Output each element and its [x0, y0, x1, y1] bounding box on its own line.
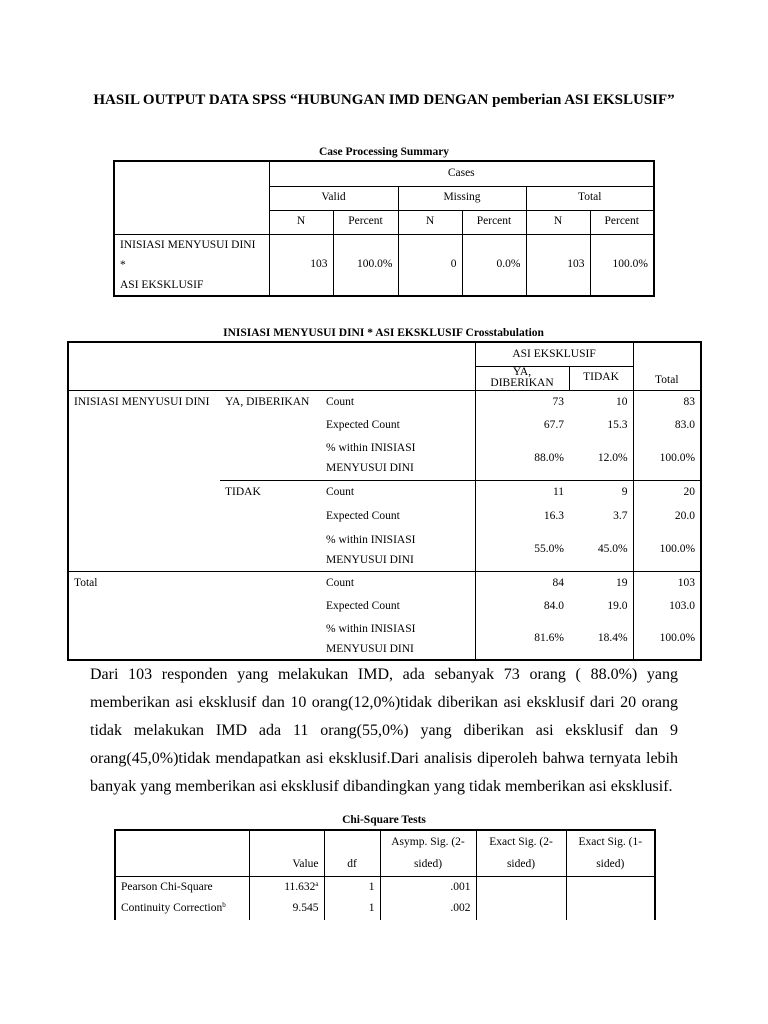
- header-asymp-sig: Asymp. Sig. (2- sided): [380, 830, 476, 876]
- test-label: Pearson Chi-Square: [115, 876, 249, 898]
- chi-exact2: [476, 898, 566, 920]
- stat-label: % within INISIASI MENYUSUI DINI: [326, 622, 416, 655]
- subheader-cell: Percent: [590, 210, 654, 234]
- chi-exact1: [566, 898, 655, 920]
- stat-label: Count: [321, 571, 475, 596]
- col-group-header: ASI EKSKLUSIF: [475, 342, 633, 366]
- cell: 88.0%: [475, 437, 569, 480]
- header-df: df: [324, 830, 380, 876]
- cell: 103: [633, 571, 701, 596]
- subheader-cell: N: [398, 210, 462, 234]
- cell: 84.0: [475, 596, 569, 618]
- value-cell: 100.0%: [590, 234, 654, 296]
- col-header-ya: YA, DIBERIKAN: [475, 366, 569, 390]
- stat-label: Expected Count: [326, 600, 400, 613]
- col-header-tidak: TIDAK: [569, 366, 633, 390]
- value-cell: 103: [526, 234, 590, 296]
- group-label: TIDAK: [220, 480, 321, 505]
- chi-exact2: [476, 876, 566, 898]
- cell: 100.0%: [633, 437, 701, 480]
- cell: 67.7: [475, 415, 569, 437]
- cases-header: Cases: [269, 161, 654, 186]
- stat-label: Expected Count: [326, 510, 400, 523]
- cell: 19: [569, 571, 633, 596]
- cell: 45.0%: [597, 543, 628, 555]
- value-cell: 0.0%: [462, 234, 526, 296]
- value-cell: 0: [398, 234, 462, 296]
- chi-df: 1: [324, 876, 380, 898]
- cell: 12.0%: [597, 451, 628, 464]
- cell: 3.7: [613, 510, 628, 523]
- subheader-cell: Percent: [462, 210, 526, 234]
- cell: 73: [475, 390, 569, 415]
- cell: 84: [475, 571, 569, 596]
- crosstab-table: [67, 341, 702, 661]
- cell: 10: [616, 396, 628, 408]
- subheader-cell: N: [526, 210, 590, 234]
- crosstab-corner: [68, 342, 475, 390]
- chi-value: 11.632$^a$: [249, 876, 324, 898]
- group-label: YA, DIBERIKAN: [225, 396, 310, 408]
- stat-label: % within INISIASI MENYUSUI DINI: [326, 442, 416, 475]
- case-summary-corner: [114, 161, 269, 234]
- total-row-label: Total: [68, 571, 220, 596]
- subheader-cell: Percent: [333, 210, 398, 234]
- row-var-label: INISIASI MENYUSUI DINI: [74, 396, 210, 408]
- cell: 18.4%: [597, 631, 628, 644]
- description-paragraph: Dari 103 responden yang melakukan IMD, ada sebanyak 73 orang ( 88.0%) yang memberikan asi eksklusif dan 10 orang(12,0%)tidak diberikan asi eksklusif dari 20 orang tidak melakukan IMD ada 11 orang(55,0%) yang diberikan asi eksklusif dan 9 orang(45,0%)tidak mendapatkan asi eksklusif.Dari analisis diperoleh bahwa ternyata lebih banyak yang memberikan asi eksklusif dibandingkan yang tidak memberikan asi eksklusif.: [90, 666, 678, 795]
- stat-label: Count: [321, 480, 475, 505]
- cell: 55.0%: [475, 529, 569, 571]
- chi-exact1: [566, 876, 655, 898]
- chi-asymp: .002: [380, 898, 476, 920]
- chi-square-caption: Chi-Square Tests: [342, 814, 426, 826]
- cell: 100.0%: [633, 618, 701, 660]
- cell: 100.0%: [633, 529, 701, 571]
- total-col-header: Total: [633, 342, 701, 390]
- group-header-missing: Missing: [398, 186, 526, 210]
- cell: 16.3: [475, 505, 569, 529]
- row-label: INISIASI MENYUSUI DINI * ASI EKSKLUSIF: [114, 234, 269, 296]
- stat-label: Count: [326, 396, 355, 408]
- cell: 83: [633, 390, 701, 415]
- cell: 103.0: [633, 596, 701, 618]
- chi-asymp: .001: [380, 876, 476, 898]
- chi-value: 9.545: [249, 898, 324, 920]
- test-label: Continuity Correction$^b$: [115, 898, 249, 920]
- subheader-cell: N: [269, 210, 333, 234]
- stat-label: Expected Count: [326, 419, 400, 432]
- cell: 11: [475, 480, 569, 505]
- cell: 20: [633, 480, 701, 505]
- cell: 81.6%: [475, 618, 569, 660]
- cell: 83.0: [633, 415, 701, 437]
- header-value: Value: [249, 830, 324, 876]
- cell: 15.3: [607, 419, 628, 432]
- stat-label: % within INISIASI MENYUSUI DINI: [326, 533, 416, 566]
- value-cell: 103: [269, 234, 333, 296]
- header-exact-sig-1: Exact Sig. (1- sided): [566, 830, 655, 876]
- group-header-total: Total: [526, 186, 654, 210]
- chi-square-table: [114, 829, 656, 920]
- case-summary-caption: Case Processing Summary: [318, 146, 450, 158]
- header-exact-sig-2: Exact Sig. (2- sided): [476, 830, 566, 876]
- crosstab-caption: INISIASI MENYUSUI DINI * ASI EKSKLUSIF Crosstabulation: [223, 327, 544, 339]
- cell: 9: [569, 480, 633, 505]
- cell: 19.0: [607, 600, 628, 613]
- value-cell: 100.0%: [333, 234, 398, 296]
- group-header-valid: Valid: [269, 186, 398, 210]
- cell: 20.0: [633, 505, 701, 529]
- chi-corner: [115, 830, 249, 876]
- case-summary-table: [113, 160, 655, 297]
- document-title: HASIL OUTPUT DATA SPSS “HUBUNGAN IMD DENGAN pemberian ASI EKSLUSIF”: [93, 92, 675, 108]
- chi-df: 1: [324, 898, 380, 920]
